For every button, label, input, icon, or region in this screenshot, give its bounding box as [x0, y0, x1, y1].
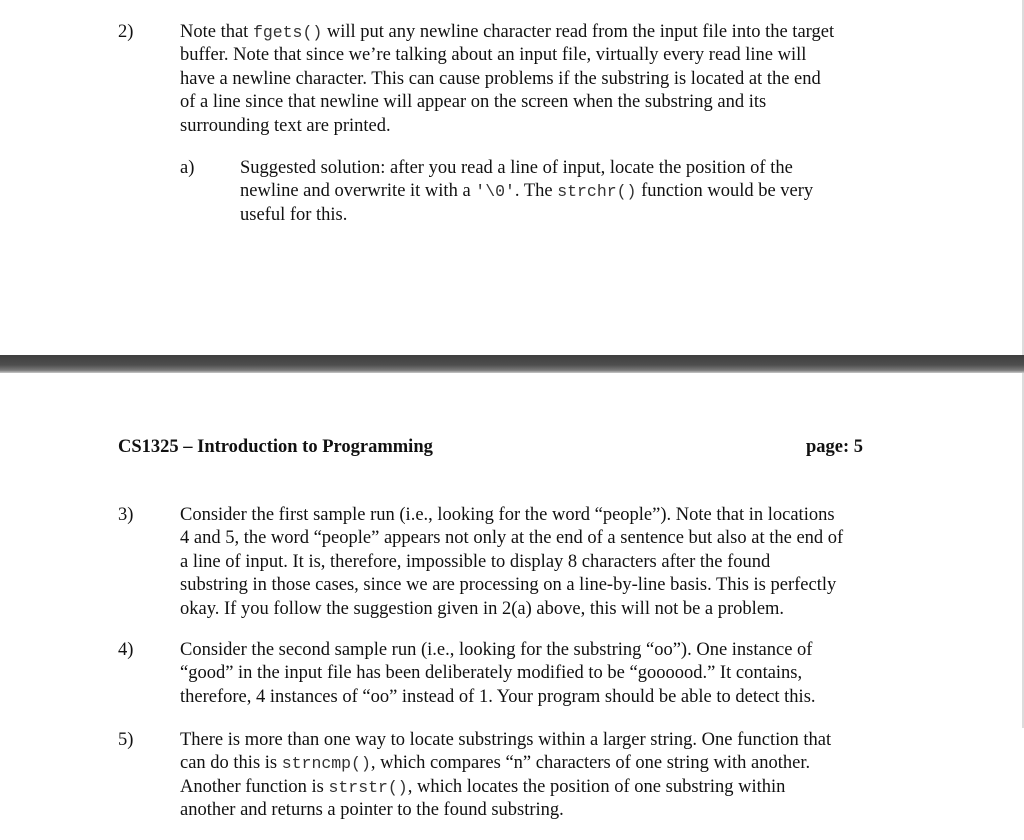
item-3-line-3: a line of input. It is, therefore, impossible to display 8 characters after the found [180, 551, 771, 572]
item-2-line-1-b: will put any newline character read from the input file into the target [322, 22, 835, 42]
item-5-line-1: There is more than one way to locate substrings within a larger string. One function that [180, 730, 832, 750]
item-3-text [180, 504, 920, 621]
item-2-line-5: surrounding text are printed. [180, 115, 391, 136]
item-3-line-2: 4 and 5, the word “people” appears not only at the end of a sentence but also at the end of [180, 528, 844, 549]
item-5-line-3-b: , which locates the position of one substring within [407, 776, 786, 797]
item-4-line-3: therefore, 4 instances of “oo” instead of 1. Your program should be able to detect this. [180, 686, 816, 707]
item-3-line-4: substring in those cases, since we are processing on a line-by-line basis. This is perfectly [180, 575, 837, 596]
strncmp-code: strncmp() [281, 754, 371, 774]
item-3-line-1: Consider the first sample run (i.e., looking for the word “people”). Note that in locations [180, 505, 835, 525]
item-3-line-5: okay. If you follow the suggestion given in 2(a) above, this will not be a problem. [180, 598, 785, 619]
item-2-line-1-a: Note that [180, 22, 253, 42]
item-5-line-3-a: Another function is [180, 776, 329, 797]
page-break-divider [0, 355, 1024, 373]
item-2a-line-2-a: newline and overwrite it with a [240, 181, 476, 202]
item-3-number: 3) [118, 505, 134, 525]
item-2a-number: a) [180, 158, 195, 178]
item-5-number: 5) [118, 730, 134, 750]
course-header: CS1325 – Introduction to Programming [118, 437, 433, 457]
item-2a-line-2 [240, 180, 920, 203]
item-2-line-4: of a line since that newline will appear on the screen when the substring and its [180, 92, 767, 113]
fgets-code: fgets() [252, 23, 323, 42]
document-page-top [0, 0, 1024, 355]
item-2a-text [240, 157, 920, 227]
item-5-line-2 [180, 752, 920, 775]
item-2a-line-3: useful for this. [240, 204, 348, 225]
item-2-line-2: buffer. Note that since we’re talking about an input file, virtually every read line will [180, 45, 807, 66]
item-2a-line-2-b: . The [514, 181, 558, 202]
item-4-line-1: Consider the second sample run (i.e., looking for the substring “oo”). One instance of [180, 640, 813, 660]
page-number: page: 5 [806, 437, 864, 457]
strchr-code: strchr() [557, 182, 637, 202]
item-2a-line-1: Suggested solution: after you read a line of input, locate the position of the [240, 158, 793, 178]
item-5-line-2-b: , which compares “n” characters of one string with another. [370, 753, 811, 774]
item-4-number: 4) [118, 640, 134, 660]
item-5-line-3 [180, 776, 920, 799]
item-2a-line-2-c: function would be very [636, 181, 814, 202]
null-char-code: '\0' [475, 182, 515, 202]
item-5-line-2-a: can do this is [180, 753, 282, 774]
item-2-line-3: have a newline character. This can cause problems if the substring is located at the end [180, 68, 821, 89]
item-2-number: 2) [118, 22, 134, 42]
item-4-line-2: “good” in the input file has been deliberately modified to be “goooood.” It contains, [180, 663, 803, 684]
item-5-text [180, 729, 920, 823]
item-2-text [180, 21, 920, 138]
item-2-line-1 [180, 21, 920, 44]
item-4-text [180, 639, 920, 709]
strstr-code: strstr() [328, 777, 408, 797]
item-5-line-4: another and returns a pointer to the found substring. [180, 800, 564, 821]
